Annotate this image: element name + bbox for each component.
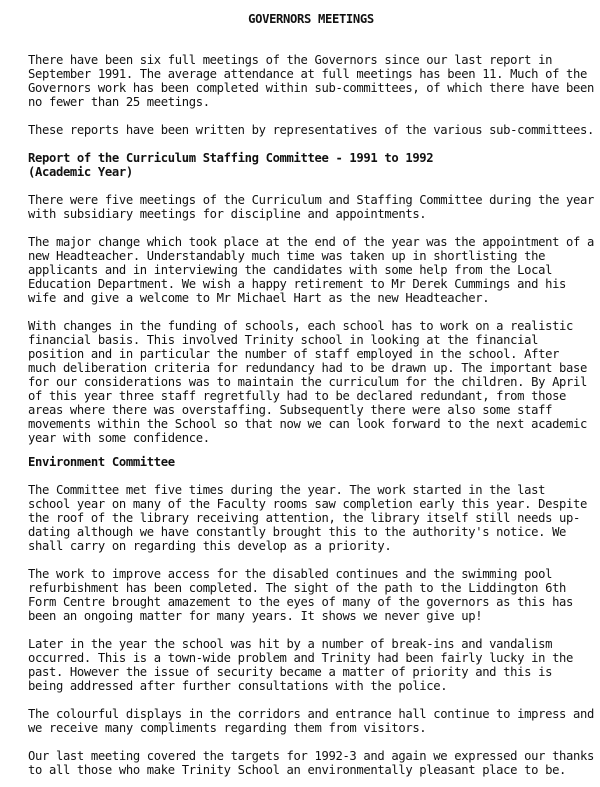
text-line: Form Centre brought amazement to the eyes of many of the governors as this has [28, 595, 574, 609]
text-line: year with some confidence. [28, 431, 210, 445]
text-line: wife and give a welcome to Mr Michael Hart as the new Headteacher. [28, 291, 490, 305]
text-line: new Headteacher. Understandably much time was taken up in shortlisting the [28, 249, 546, 263]
environment-paragraph-2 [28, 567, 584, 623]
curriculum-heading [28, 151, 584, 179]
curriculum-paragraph-3 [28, 319, 588, 445]
text-line: With changes in the funding of schools, each school has to work on a realistic [28, 319, 574, 333]
text-line: school year on many of the Faculty rooms saw completion early this year. Despite [28, 497, 588, 511]
curriculum-paragraph-1 [28, 193, 594, 221]
text-line: Governors work has been completed within sub-committees, of which there have been [28, 81, 594, 95]
text-line: of this year three staff regretfully had to be declared redundant, from those [28, 389, 567, 403]
text-line: The colourful displays in the corridors and entrance hall continue to impress and [28, 707, 594, 721]
page-title: GOVERNORS MEETINGS [248, 12, 374, 26]
text-line: movements within the School so that now we can look forward to the next academic [28, 417, 588, 431]
text-line: the roof of the library receiving attention, the library itself still needs up- [28, 511, 581, 525]
text-line: occurred. This is a town-wide problem and Trinity had been fairly lucky in the [28, 651, 574, 665]
text-line: Later in the year the school was hit by a number of break-ins and vandalism [28, 637, 553, 651]
text-line: shall carry on regarding this develop as a priority. [28, 539, 392, 553]
text-line: much deliberation criteria for redundancy had to be drawn up. The important base [28, 361, 588, 375]
text-line: There were five meetings of the Curriculum and Staffing Committee during the year [28, 193, 594, 207]
text-line: areas where there was overstaffing. Subsequently there were also some staff [28, 403, 553, 417]
text-line: for our considerations was to maintain the curriculum for the children. By April [28, 375, 588, 389]
text-line: Report of the Curriculum Staffing Committee - 1991 to 1992 [28, 151, 434, 165]
environment-paragraph-1 [28, 483, 588, 553]
text-line: financial basis. This involved Trinity school in looking at the financial [28, 333, 539, 347]
intro-paragraph-2 [28, 123, 594, 137]
text-line: with subsidiary meetings for discipline and appointments. [28, 207, 427, 221]
text-line: Education Department. We wish a happy retirement to Mr Derek Cummings and his [28, 277, 567, 291]
text-line: The major change which took place at the end of the year was the appointment of a [28, 235, 594, 249]
text-line: refurbishment has been completed. The sight of the path to the Liddington 6th [28, 581, 567, 595]
text-line: (Academic Year) [28, 165, 133, 179]
environment-paragraph-4 [28, 707, 594, 735]
text-line: dating although we have constantly brought this to the authority's notice. We [28, 525, 567, 539]
text-line: no fewer than 25 meetings. [28, 95, 210, 109]
environment-paragraph-5 [28, 749, 594, 777]
text-line: There have been six full meetings of the Governors since our last report in [28, 53, 553, 67]
environment-paragraph-3 [28, 637, 584, 693]
text-line: being addressed after further consultations with the police. [28, 679, 448, 693]
text-line: to all those who make Trinity School an environmentally pleasant place to be. [28, 763, 567, 777]
text-line: Our last meeting covered the targets for 1992-3 and again we expressed our thanks [28, 749, 594, 763]
curriculum-paragraph-2 [28, 235, 594, 305]
text-line: past. However the issue of security became a matter of priority and this is [28, 665, 553, 679]
intro-paragraph-1 [28, 53, 594, 109]
text-line: applicants and in interviewing the candidates with some help from the Local [28, 263, 553, 277]
text-line: position and in particular the number of staff employed in the school. After [28, 347, 560, 361]
text-line: The Committee met five times during the year. The work started in the last [28, 483, 546, 497]
text-line: These reports have been written by representatives of the various sub-committees. [28, 123, 594, 137]
text-line: The work to improve access for the disabled continues and the swimming pool [28, 567, 553, 581]
environment-heading: Environment Committee [28, 455, 175, 469]
text-line: been an ongoing matter for many years. It shows we never give up! [28, 609, 483, 623]
text-line: September 1991. The average attendance at full meetings has been 11. Much of the [28, 67, 588, 81]
text-line: we receive many compliments regarding them from visitors. [28, 721, 427, 735]
